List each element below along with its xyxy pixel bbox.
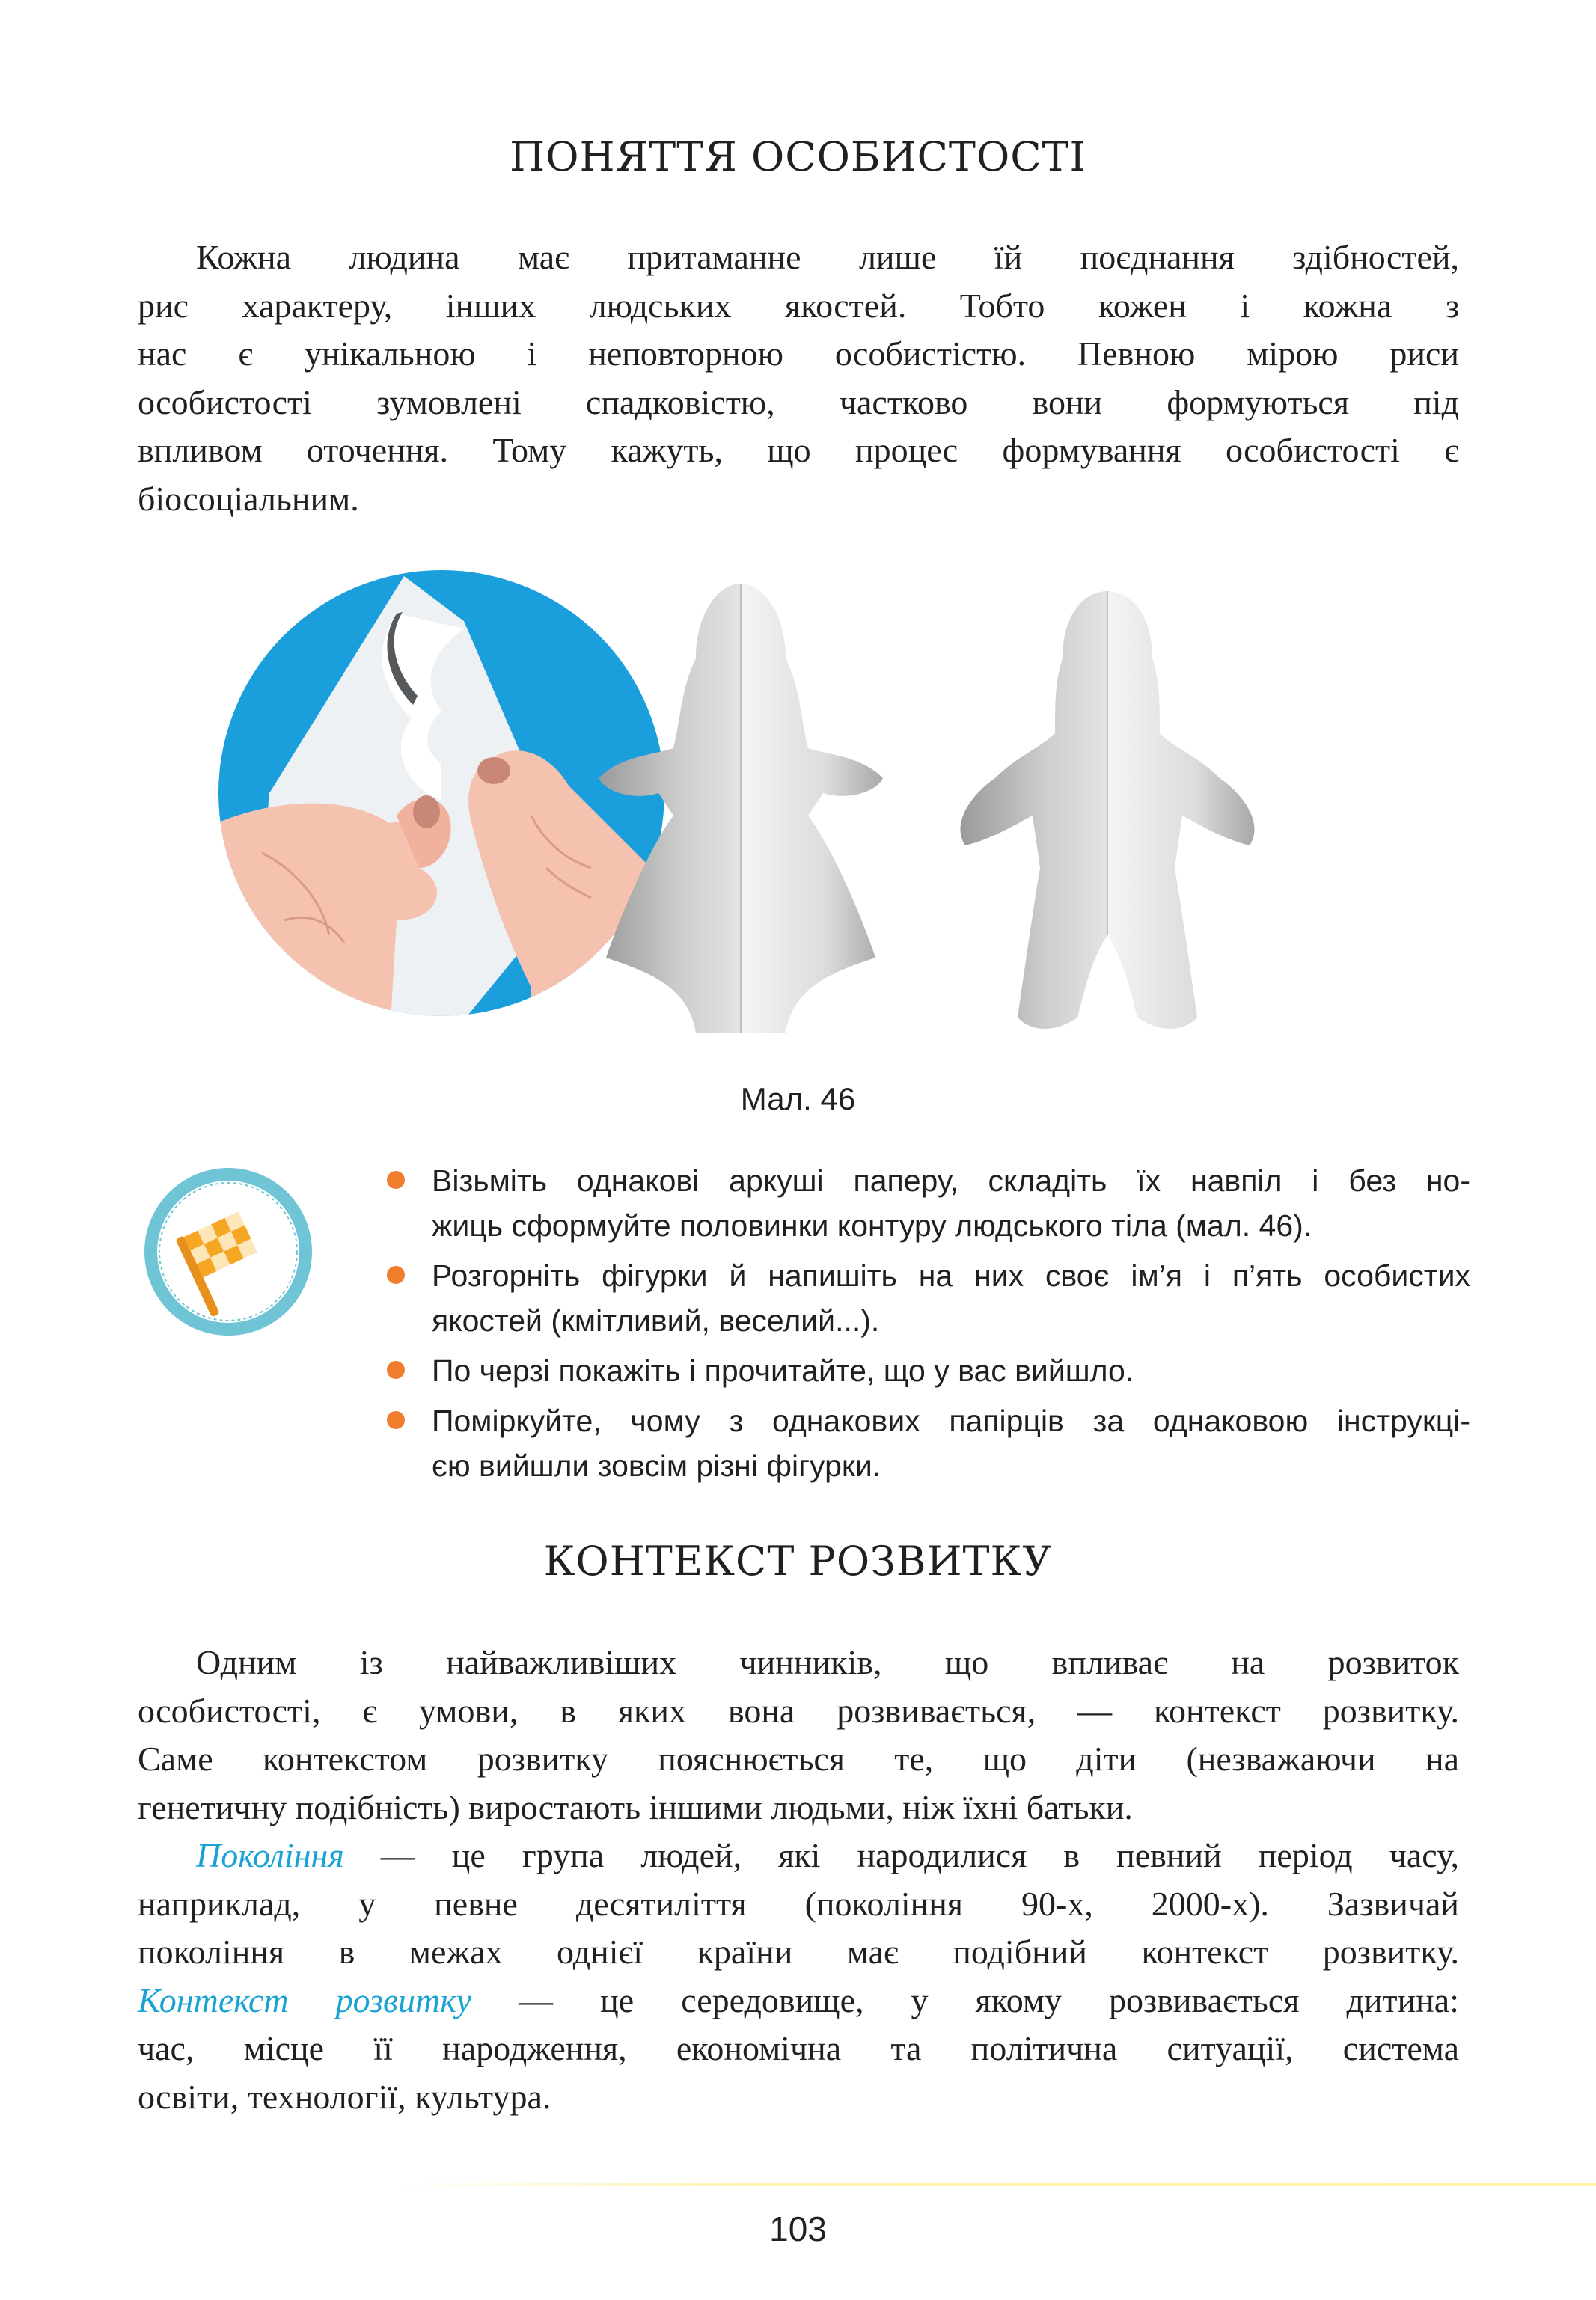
section-heading-personality: ПОНЯТТЯ ОСОБИСТОСТІ — [510, 133, 1086, 180]
task-item — [378, 1253, 1470, 1343]
page-number: 103 — [769, 2209, 827, 2248]
task-item — [378, 1348, 1470, 1393]
paragraph-line: нас є унікальною і неповторною особистістю. Певною мірою риси — [138, 334, 1459, 373]
section-heading-development-context: КОНТЕКСТ РОЗВИТКУ — [543, 1538, 1053, 1585]
term-development-context: Контекст розвитку — [138, 1981, 472, 2019]
paragraph-line: Одним із найважливіших чинників, що впливає на розвиток — [196, 1643, 1459, 1681]
paragraph-line: Саме контекстом розвитку пояснюється те, що діти (незважаючи на — [138, 1740, 1459, 1778]
paragraph-line: Покоління — це група людей, які народилися в певний період часу, — [196, 1836, 1459, 1874]
paragraph-line: освіти, технології, культура. — [138, 2077, 551, 2116]
task-item — [378, 1158, 1470, 1248]
figure-caption: Мал. 46 — [740, 1081, 856, 1116]
task-line: якостей (кмітливий, веселий...). — [432, 1303, 880, 1338]
task-line: По черзі покажіть і прочитайте, що у вас вийшло. — [432, 1354, 1134, 1388]
orange-bullet-icon — [387, 1171, 405, 1189]
task-list — [378, 1158, 1470, 1493]
task-item — [378, 1398, 1470, 1488]
development-context-paragraphs — [138, 1639, 1459, 2121]
orange-bullet-icon — [387, 1361, 405, 1379]
paper-figures-illustration — [217, 569, 1392, 1047]
paragraph-line: впливом оточення. Тому кажуть, що процес формування особистості є — [138, 431, 1459, 469]
paragraph-line: наприклад, у певне десятиліття (покоління 90-х, 2000-х). Зазвичай — [138, 1884, 1459, 1923]
paragraph-line: Контекст розвитку — це середовище, у якому розвивається дитина: — [138, 1981, 1459, 2019]
folding-hands-circle — [217, 570, 666, 1047]
checkered-flag-icon — [142, 1166, 314, 1338]
paper-doll-boy — [961, 591, 1255, 1029]
orange-bullet-icon — [387, 1266, 405, 1284]
paragraph-line: Кожна людина має притаманне лише їй поєднання здібностей, — [196, 238, 1459, 276]
term-generation: Покоління — [196, 1836, 344, 1874]
paragraph-line: особистості зумовлені спадковістю, частково вони формуються під — [138, 382, 1459, 421]
paragraph-line: рис характеру, інших людських якостей. Тобто кожен і кожна з — [138, 286, 1459, 325]
task-line: єю вийшли зовсім різні фігурки. — [432, 1449, 881, 1483]
paragraph-line: покоління в межах однієї країни має подібний контекст розвитку. — [138, 1933, 1459, 1971]
footer-divider — [389, 2183, 1596, 2186]
paragraph-line: генетичну подібність) виростають іншими людьми, ніж їхні батьки. — [138, 1787, 1133, 1826]
task-line: Розгорніть фігурки й напишіть на них своє ім’я і п’ять особистих — [432, 1258, 1470, 1293]
paragraph-line: особистості, є умови, в яких вона розвивається, — контекст розвитку. — [138, 1691, 1459, 1730]
paragraph-line: біосоціальним. — [138, 479, 359, 518]
task-line: жиць сформуйте половинки контуру людського тіла (мал. 46). — [432, 1208, 1312, 1243]
paragraph-line: час, місце її народження, економічна та політична ситуації, система — [138, 2029, 1459, 2067]
task-line: Поміркуйте, чому з однакових папірців за однаковою інструкці- — [432, 1404, 1470, 1438]
orange-bullet-icon — [387, 1411, 405, 1429]
task-line: Візьміть однакові аркуші паперу, складіть їх навпіл і без но- — [432, 1163, 1470, 1198]
personality-paragraph — [138, 233, 1459, 523]
